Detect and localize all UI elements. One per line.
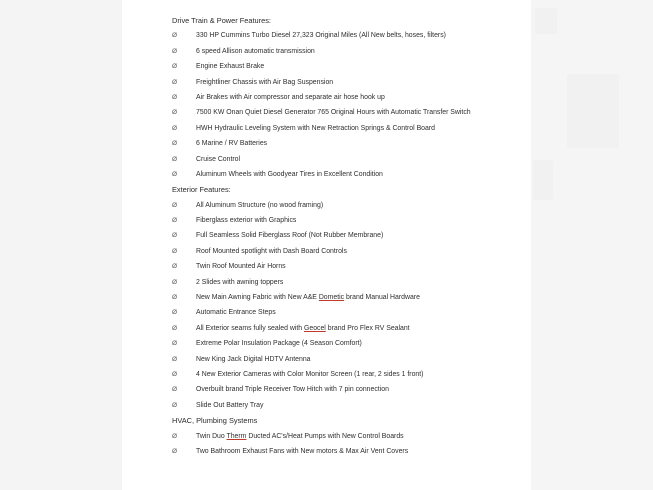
right-page-margin xyxy=(531,0,653,490)
text-segment: Aluminum Wheels with Goodyear Tires in Excellent Condition xyxy=(196,170,383,178)
list-item-text xyxy=(196,136,267,151)
text-segment: Two Bathroom Exhaust Fans with New motors & Max Air Vent Covers xyxy=(196,447,409,455)
bullet-arrow-icon: Ø xyxy=(172,263,178,271)
list-item xyxy=(172,75,512,90)
list-item-text xyxy=(196,398,263,413)
list-item-text xyxy=(196,213,296,228)
text-segment: 6 speed Allison automatic transmission xyxy=(196,47,315,55)
bullet-arrow-icon: Ø xyxy=(172,309,178,317)
bullet-arrow-icon: Ø xyxy=(172,447,178,455)
list-item xyxy=(172,213,512,228)
list-item-text xyxy=(196,444,408,459)
bullet-arrow-icon: Ø xyxy=(172,386,178,394)
text-segment: All Exterior seams fully sealed with xyxy=(196,324,304,332)
list-item-text xyxy=(196,44,315,59)
bullet-arrow-icon: Ø xyxy=(172,294,178,302)
text-segment: brand Manual Hardware xyxy=(344,294,420,302)
text-segment: Ducted AC's/Heat Pumps with New Control Boards xyxy=(246,432,404,440)
text-segment: 6 Marine / RV Batteries xyxy=(196,140,268,148)
list-item-text xyxy=(196,228,383,243)
text-segment: brand Pro Flex RV Sealant xyxy=(325,324,410,332)
bullet-arrow-icon: Ø xyxy=(172,217,178,225)
text-segment: Fiberglass exterior with Graphics xyxy=(196,217,297,225)
bullet-arrow-icon: Ø xyxy=(172,278,178,286)
text-segment: 7500 KW Onan Quiet Diesel Generator 765 Original Hours with Automatic Transfer Switch xyxy=(196,109,471,117)
bullet-arrow-icon: Ø xyxy=(172,432,178,440)
bullet-arrow-icon: Ø xyxy=(172,355,178,363)
list-item xyxy=(172,429,512,444)
list-item xyxy=(172,275,512,290)
bullet-arrow-icon: Ø xyxy=(172,155,178,163)
faint-background-shape xyxy=(535,8,557,34)
text-segment: Slide Out Battery Tray xyxy=(196,401,264,409)
bullet-arrow-icon: Ø xyxy=(172,78,178,86)
text-segment: Freightliner Chassis with Air Bag Suspension xyxy=(196,78,334,86)
list-item xyxy=(172,44,512,59)
bullet-arrow-icon: Ø xyxy=(172,401,178,409)
text-segment: 2 Slides with awning toppers xyxy=(196,278,284,286)
bullet-arrow-icon: Ø xyxy=(172,140,178,148)
bullet-arrow-icon: Ø xyxy=(172,109,178,117)
section-heading-hvac-plumbing-systems: HVAC, Plumbing Systems xyxy=(172,416,258,426)
left-page-margin xyxy=(0,0,122,490)
text-segment: 330 HP Cummins Turbo Diesel 27,323 Original Miles (All New belts, hoses, filters) xyxy=(196,32,446,40)
spellcheck-underlined-word: Therm xyxy=(226,432,247,440)
list-item-text xyxy=(196,167,383,182)
bullet-arrow-icon: Ø xyxy=(172,93,178,101)
text-segment: Automatic Entrance Steps xyxy=(196,309,276,317)
list-item-text xyxy=(196,75,333,90)
list-item xyxy=(172,290,512,305)
bullet-arrow-icon: Ø xyxy=(172,340,178,348)
bullet-arrow-icon: Ø xyxy=(172,47,178,55)
text-segment: 4 New Exterior Cameras with Color Monitor Screen (1 rear, 2 sides 1 front) xyxy=(196,370,424,378)
list-item xyxy=(172,59,512,74)
list-item-text xyxy=(196,105,471,120)
bullet-arrow-icon: Ø xyxy=(172,201,178,209)
bullet-arrow-icon: Ø xyxy=(172,170,178,178)
text-segment: New Main Awning Fabric with New A&E xyxy=(196,294,319,302)
list-item xyxy=(172,105,512,120)
list-item-text xyxy=(196,305,276,320)
list-item xyxy=(172,136,512,151)
list-item xyxy=(172,152,512,167)
text-segment: Full Seamless Solid Fiberglass Roof (Not Rubber Membrane) xyxy=(196,232,384,240)
list-item xyxy=(172,28,512,43)
list-item xyxy=(172,367,512,382)
list-item-text xyxy=(196,429,404,444)
text-segment: Air Brakes with Air compressor and separate air hose hook up xyxy=(196,93,385,101)
spellcheck-underlined-word: Geocel xyxy=(304,324,326,332)
text-segment: All Aluminum Structure (no wood framing) xyxy=(196,201,324,209)
text-segment: Extreme Polar Insulation Package (4 Season Comfort) xyxy=(196,340,362,348)
text-segment: Roof Mounted spotlight with Dash Board Controls xyxy=(196,247,347,255)
text-segment: New King Jack Digital HDTV Antenna xyxy=(196,355,311,363)
list-item-text xyxy=(196,290,420,305)
list-item xyxy=(172,121,512,136)
list-item xyxy=(172,305,512,320)
section-heading-exterior-features: Exterior Features: xyxy=(172,185,231,195)
list-item-text xyxy=(196,259,286,274)
list-item-text xyxy=(196,352,311,367)
text-segment: Engine Exhaust Brake xyxy=(196,63,265,71)
text-segment: Twin Duo xyxy=(196,432,227,440)
bullet-arrow-icon: Ø xyxy=(172,32,178,40)
list-item xyxy=(172,244,512,259)
list-item xyxy=(172,398,512,413)
faint-background-shape xyxy=(567,74,619,148)
bullet-arrow-icon: Ø xyxy=(172,247,178,255)
list-item xyxy=(172,444,512,459)
bullet-arrow-icon: Ø xyxy=(172,324,178,332)
feature-list xyxy=(172,13,512,459)
list-item xyxy=(172,259,512,274)
list-item-text xyxy=(196,275,283,290)
list-item-text xyxy=(196,336,362,351)
bullet-arrow-icon: Ø xyxy=(172,232,178,240)
list-item-text xyxy=(196,90,385,105)
list-item-text xyxy=(196,382,389,397)
bullet-arrow-icon: Ø xyxy=(172,63,178,71)
list-item-text xyxy=(196,367,423,382)
spellcheck-underlined-word: Dometic xyxy=(318,294,345,302)
list-item xyxy=(172,90,512,105)
list-item-text xyxy=(196,28,446,43)
list-item xyxy=(172,321,512,336)
list-item xyxy=(172,198,512,213)
text-segment: Cruise Control xyxy=(196,155,241,163)
list-item xyxy=(172,352,512,367)
list-item-text xyxy=(196,59,264,74)
list-item xyxy=(172,382,512,397)
faint-background-shape xyxy=(533,160,553,200)
list-item-text xyxy=(196,321,410,336)
bullet-arrow-icon: Ø xyxy=(172,124,178,132)
list-item-text xyxy=(196,198,323,213)
section-heading-drive-train-power-features: Drive Train & Power Features: xyxy=(172,16,271,25)
list-item-text xyxy=(196,244,347,259)
bullet-arrow-icon: Ø xyxy=(172,370,178,378)
text-segment: Overbuilt brand Triple Receiver Tow Hitch with 7 pin connection xyxy=(196,386,389,394)
text-segment: Twin Roof Mounted Air Horns xyxy=(196,263,286,271)
text-segment: HWH Hydraulic Leveling System with New Retraction Springs & Control Board xyxy=(196,124,435,132)
list-item xyxy=(172,228,512,243)
list-item-text xyxy=(196,152,240,167)
list-item xyxy=(172,336,512,351)
list-item xyxy=(172,167,512,182)
list-item-text xyxy=(196,121,435,136)
